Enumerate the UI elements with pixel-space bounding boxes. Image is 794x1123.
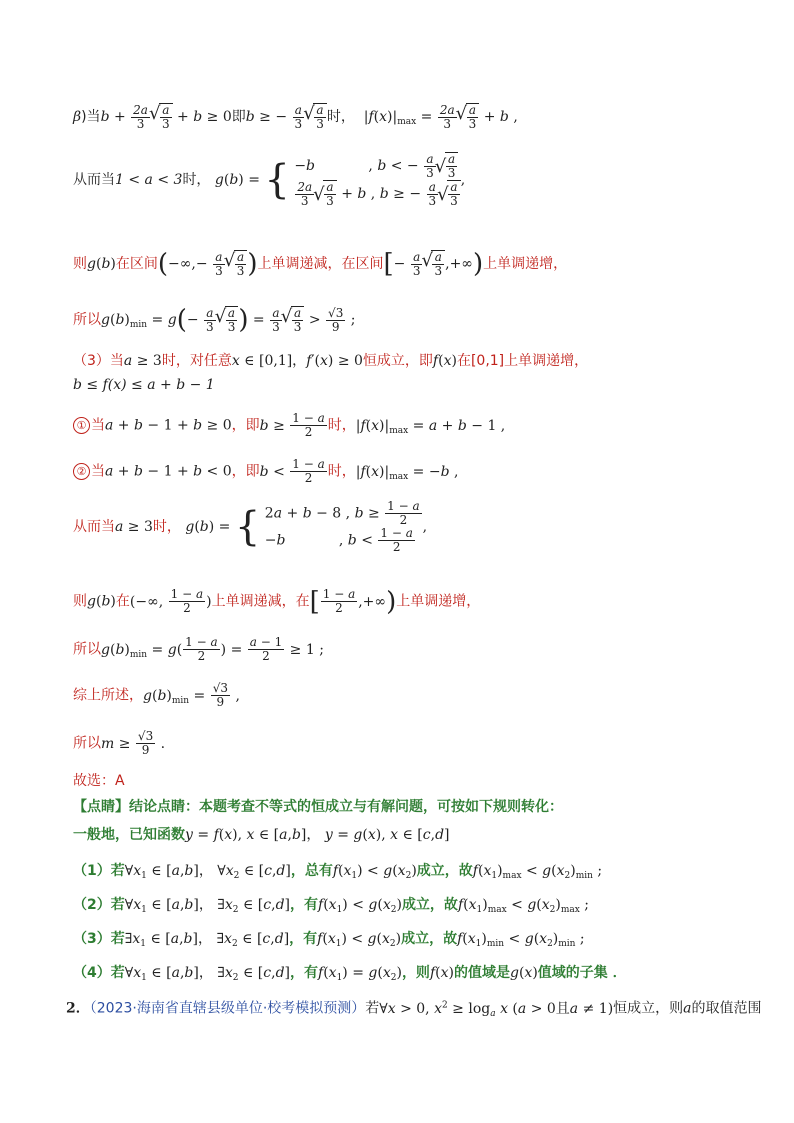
tip-general: 一般地，已知函数y = f(x), x ∈ [a,b]， y = g(x), x ∈ [c,d] <box>73 827 450 843</box>
line1-prefix: )当 <box>81 109 101 125</box>
line2-time: 时， <box>182 172 211 188</box>
line-3: 则g(b)在区间(−∞,− $\frac{a}{3}$ √ $\frac{a}{3}$ )上单调递减，在区间[− $\frac{a}{3}$ √ $\frac{a}{3}$ ,+∞)上单调递增， <box>73 250 567 278</box>
line5-d: 在[0,1]上单调递增， <box>456 353 589 369</box>
line13-prefix: 所以 <box>73 735 101 752</box>
line8-a: 当 <box>91 463 105 480</box>
line7-a: 当 <box>91 417 105 434</box>
question-2: 2．（2023·海南省直辖县级单位·校考模拟预测）若∀x > 0, $x^2 \ge \log_a x$ (a > 0且a ≠ 1)恒成立，则a的取值范围 <box>66 1000 762 1019</box>
tip-item-1: （1）若$\forall x_1$ ∈ [a,b]， $\forall x_2$ ∈ [c,d]，总有$f(x_1) < g(x_2)$成立，故$f(x_1)_{max} < g(x_2)_{min}$ ; <box>73 863 603 881</box>
tip2-q1: ∀ <box>124 897 134 913</box>
tip2-tail: 成立，故 <box>401 897 458 913</box>
piecewise-brace: { <box>264 157 290 203</box>
tip4-end-b: 值域的子集 ． <box>537 965 627 981</box>
line3-c: 上单调递减，在区间 <box>257 256 384 272</box>
tip3-label: （3）若 <box>73 931 125 947</box>
line2-cond: 1 < a < 3 <box>115 172 183 188</box>
tip4-mid: ，有 <box>290 965 318 981</box>
tip4-q1: ∀ <box>124 965 134 981</box>
line11-prefix: 所以 <box>73 641 101 658</box>
line3-d: 上单调递增， <box>483 256 568 272</box>
tip-general-a: 一般地，已知函数 <box>73 827 185 843</box>
beta-label: β <box>73 109 82 125</box>
line4-prefix: 所以 <box>73 312 101 328</box>
case2-marker: ② <box>73 463 90 480</box>
line9-time: 时， <box>152 519 181 535</box>
tip4-end-a: 的值域是 <box>453 965 510 981</box>
q2-text-b: 恒成立，则 <box>613 1000 684 1017</box>
tip3-mid: ，有 <box>289 931 318 947</box>
tip3-q1: ∃ <box>124 931 133 947</box>
tip2-q2: ∃ <box>217 897 225 913</box>
tip1-tail: 成立，故 <box>416 863 473 879</box>
line-12: 综上所述，$g(b)_{min}$ = $\frac{√3}{9}$ , <box>73 681 240 709</box>
tip2-label: （2）若 <box>73 897 125 913</box>
line8-c: 时， <box>327 463 356 480</box>
line-13: 所以m ≥ $\frac{√3}{9}$ . <box>73 729 166 757</box>
line9-prefix: 从而当 <box>73 519 115 535</box>
line-9: 从而当a ≥ 3时， g(b) = { 2a + b − 8 , b ≥ $\frac{1 - a}{2}$ −b , b < $\frac{1 - a}{2}$ , <box>73 499 428 554</box>
tip4-tail: ，则 <box>401 965 430 981</box>
line5-a: （3）当 <box>73 353 124 369</box>
tip3-q2: ∃ <box>216 931 225 947</box>
line7-b: ，即 <box>231 417 260 434</box>
line-11: 所以$g(b)_{min} = g$( $\frac{1 - a}{2}$ ) = $\frac{a - 1}{2}$ ≥ 1 ; <box>73 635 324 663</box>
answer-line: 故选：A <box>73 773 125 789</box>
line5-b: 时，对任意 <box>161 353 232 369</box>
tip1-q1: ∀ <box>124 863 134 879</box>
tip2-mid: ，有 <box>290 897 318 913</box>
line3-a: 则 <box>73 256 87 272</box>
tip4-label: （4）若 <box>73 965 125 981</box>
line2-prefix: 从而当 <box>73 172 115 188</box>
q2-text-c: 的取值范围 <box>691 1000 762 1017</box>
case1-marker: ① <box>73 417 90 434</box>
line8-b: ，即 <box>231 463 260 480</box>
tip3-tail: 成立，故 <box>401 931 458 947</box>
tip-item-4: （4）若$\forall x_1$ ∈ [a,b]， $\exists x_2$ ∈ [c,d]，有$f(x_1) = g(x_2)$，则f(x)的值域是g(x)值域的子集 ． <box>73 965 627 983</box>
tip1-mid: ，总有 <box>290 863 333 879</box>
tip4-q2: ∃ <box>217 965 225 981</box>
line10-a: 则 <box>73 593 87 610</box>
line10-d: 上单调递增， <box>396 593 481 610</box>
line1-mid: 即 <box>231 109 246 125</box>
line-2: 从而当1 < a < 3时， g(b) = { −b , b < − $\frac{a}{3}$ √ $\frac{a}{3}$ $\frac{2a}{3}$ √ $\frac{a}{3}$ + b , b ≥ − $\frac{a}{3}$ √ $\frac{a}{3}$ , <box>73 152 465 208</box>
q2-source: （2023·海南省直辖县级单位·校考模拟预测） <box>89 1000 366 1017</box>
line-10: 则g(b)在(−∞, $\frac{1 - a}{2}$ )上单调递减，在[ $\frac{1 - a}{2}$ ,+∞)上单调递增， <box>73 586 481 617</box>
piecewise-brace-2: { <box>234 504 261 550</box>
line-4: 所以$g(b)_{min} = g(-$ $\frac{a}{3}$ √ $\frac{a}{3}$ ) = $\frac{a}{3}$ √ $\frac{a}{3}$ > $\frac{√3}{9}$ ; <box>73 306 356 334</box>
piecewise-cases: −b , b < − $\frac{a}{3}$ √ $\frac{a}{3}$ $\frac{2a}{3}$ √ $\frac{a}{3}$ + b , b ≥ − $\frac{a}{3}$ √ $\frac{a}{3}$ <box>294 152 460 208</box>
tip-item-3: （3）若$\exists x_1$ ∈ [a,b]， $\exists x_2$ ∈ [c,d]，有$f(x_1) < g(x_2)$成立，故$f(x_1)_{min} < g(x_2)_{min}$ ; <box>73 931 585 949</box>
tip-item-2: （2）若$\forall x_1$ ∈ [a,b]， $\exists x_2$ ∈ [c,d]，有$f(x_1) < g(x_2)$成立，故$f(x_1)_{max} < g(x_2)_{max}$ ; <box>73 897 590 915</box>
piecewise-cases-2: 2a + b − 8 , b ≥ $\frac{1 - a}{2}$ −b , b < $\frac{1 - a}{2}$ <box>264 499 420 554</box>
q2-text-a: 若 <box>365 1000 380 1017</box>
line10-b: 在 <box>115 593 130 610</box>
line7-c: 时， <box>327 417 356 434</box>
line12-prefix: 综上所述， <box>73 687 143 704</box>
q2-number: 2． <box>66 1000 90 1017</box>
tip-title: 【点睛】结论点睛：本题考查不等式的恒成立与有解问题，可按如下规则转化： <box>73 799 563 815</box>
line10-c: 上单调递减，在 <box>211 593 310 610</box>
line-5: （3）当a ≥ 3时，对任意x ∈ [0,1]，f′(x) ≥ 0恒成立，即f(x)在[0,1]上单调递增， <box>73 353 589 369</box>
tip1-q2: ∀ <box>217 863 226 879</box>
tip1-label: （1）若 <box>73 863 125 879</box>
line-6: b ≤ f(x) ≤ a + b − 1 <box>73 377 215 393</box>
line3-b: 在区间 <box>115 256 158 272</box>
line-1: β)当b + $\frac{2a}{3}$ √ $\frac{a}{3}$ + b ≥ 0即b ≥ − $\frac{a}{3}$ √ $\frac{a}{3}$ 时， $|f(x)|_{max}$ = $\frac{2a}{3}$ √ $\frac{a}{3}$ + b , <box>73 103 518 131</box>
line-7: ① 当a + b − 1 + b ≥ 0，即b ≥ $\frac{1 - a}{2}$ 时，$|f(x)|_{max} = a + b - 1$ , <box>73 412 505 440</box>
line5-c: 恒成立，即 <box>362 353 433 369</box>
line-8: ② 当a + b − 1 + b < 0，即b < $\frac{1 - a}{2}$ 时，$|f(x)|_{max} = -b$ , <box>73 458 458 486</box>
line1-time: 时， <box>326 109 355 125</box>
